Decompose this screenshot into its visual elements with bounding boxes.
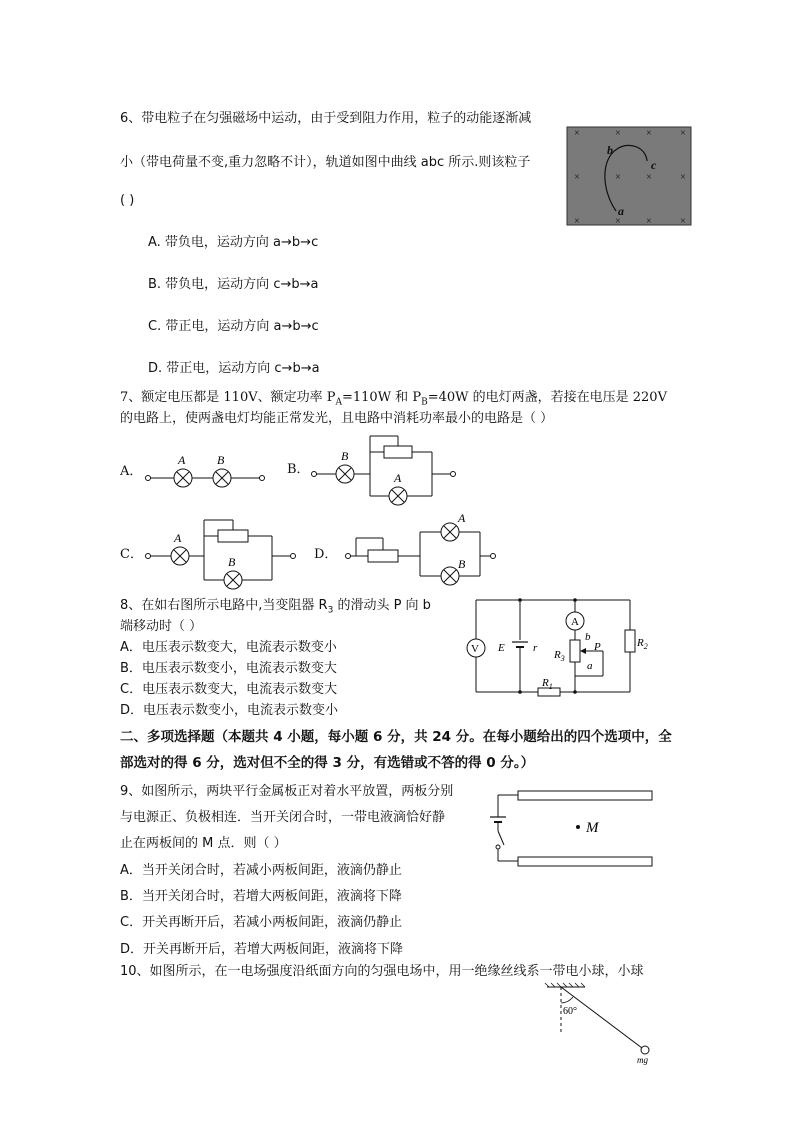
q6-stem-line1: 6、带电粒子在匀强磁场中运动，由于受到阻力作用，粒子的动能逐渐减 — [120, 111, 532, 126]
lamp-a-label: A — [178, 453, 186, 467]
field-mark: × — [574, 216, 580, 227]
q6-option-c: C. 带正电，运动方向 a→b→c — [148, 319, 319, 334]
q8-circuit-figure — [458, 596, 658, 698]
section2-heading-line1: 二、多项选择题（本题共 4 小题，每小题 6 分，共 24 分。在每小题给出的四个选项中，全 — [120, 729, 672, 745]
field-mark: × — [615, 172, 621, 183]
svg-text:a: a — [587, 660, 593, 672]
q9-capacitor-figure — [488, 785, 658, 875]
q7-option-d-label: D． — [314, 547, 338, 562]
q9-option-a: A．当开关闭合时，若减小两板间距，液滴仍静止 — [120, 863, 402, 878]
q6-answer-blank: ( ) — [120, 193, 135, 208]
svg-text:R3: $R_3$ — [554, 649, 565, 663]
q9-stem-line2: 与电源正、负极相连．当开关闭合时，一带电液滴恰好静 — [120, 810, 446, 825]
field-mark: × — [646, 172, 652, 183]
lamp-b-label: B — [217, 453, 225, 467]
q7-circuit-b — [308, 440, 458, 500]
q6-option-b: B. 带负电，运动方向 c→b→a — [148, 277, 319, 292]
q8-stem-line1: 8、在如右图所示电路中,当变阻器 $R_3$ 的滑动头 P 向 b — [120, 598, 431, 616]
field-mark: × — [680, 216, 686, 227]
q8-option-b: B．电压表示数变小，电流表示数变大 — [120, 661, 337, 676]
label-a: a — [618, 204, 624, 218]
q8-option-a: A．电压表示数变大，电流表示数变小 — [120, 640, 337, 655]
svg-text:E: E — [498, 642, 505, 654]
field-mark: × — [574, 128, 580, 139]
field-mark: × — [680, 128, 686, 139]
q7-circuit-a — [140, 450, 270, 490]
q8-option-c: C．电压表示数变大，电流表示数变大 — [120, 682, 338, 697]
q9-stem-line1: 9、如图所示，两块平行金属板正对着水平放置，两板分别 — [120, 784, 454, 799]
svg-text:R2: $R_2$ — [637, 637, 648, 651]
voltmeter-label: V — [471, 643, 479, 655]
svg-text:A: A — [174, 531, 182, 545]
field-mark: × — [615, 216, 621, 227]
svg-text:B: B — [228, 555, 236, 569]
q6-magnetic-field-figure — [567, 127, 691, 225]
svg-text:R1: $R_1$ — [542, 677, 553, 691]
q6-option-d: D. 带正电，运动方向 c→b→a — [148, 361, 320, 376]
point-m-label: M — [586, 820, 599, 836]
q8-option-d: D．电压表示数变小，电流表示数变小 — [120, 703, 339, 718]
q9-stem-line3: 止在两板间的 M 点．则（ ） — [120, 836, 287, 851]
svg-text:B: B — [341, 449, 349, 463]
q9-option-d: D．开关再断开后，若增大两板间距，液滴将下降 — [120, 942, 404, 957]
q7-option-b-label: B． — [287, 462, 310, 477]
weight-label: mg — [637, 1055, 648, 1065]
label-c: c — [651, 158, 657, 172]
angle-label: 60° — [563, 1006, 577, 1017]
svg-text:A: A — [458, 511, 466, 525]
q6-stem-line2: 小（带电荷量不变,重力忽略不计），轨道如图中曲线 abc 所示.则该粒子 — [120, 155, 531, 170]
q10-stem-line1: 10、如图所示，在一电场强度沿纸面方向的匀强电场中，用一绝缘丝线系一带电小球，小球 — [120, 964, 644, 979]
q9-option-c: C．开关再断开后，若减小两板间距，液滴仍静止 — [120, 915, 403, 930]
q7-stem-line2: 的电路上，使两盏电灯均能正常发光，且电路中消耗功率最小的电路是（ ） — [120, 411, 554, 426]
svg-text:b: b — [585, 631, 591, 643]
svg-text:P: P — [594, 641, 601, 653]
q7-stem-line1: 7、额定电压都是 110V、额定功率 $P_A=110W$ 和 $P_B=40W$ 的电灯两盏，若接在电压是 220V — [120, 390, 667, 408]
q7-circuit-d — [340, 512, 500, 592]
q7-circuit-c — [140, 518, 300, 590]
q7-option-c-label: C． — [120, 547, 143, 562]
svg-text:B: B — [458, 557, 466, 571]
field-mark: × — [646, 216, 652, 227]
field-mark: × — [574, 172, 580, 183]
label-b: b — [607, 143, 613, 157]
section2-heading-line2: 部选对的得 6 分，选对但不全的得 3 分，有选错或不答的得 0 分。） — [120, 755, 535, 771]
q8-stem-line2: 端移动时（ ） — [120, 619, 203, 634]
field-mark: × — [646, 128, 652, 139]
q10-pendulum-figure — [545, 983, 665, 1065]
svg-text:r: r — [533, 642, 538, 654]
field-mark: × — [680, 172, 686, 183]
ammeter-label: A — [571, 616, 579, 628]
q9-option-b: B．当开关闭合时，若增大两板间距，液滴将下降 — [120, 889, 402, 904]
q7-option-a-label: A． — [120, 464, 143, 479]
q6-option-a: A. 带负电，运动方向 a→b→c — [148, 235, 319, 250]
svg-text:A: A — [394, 471, 402, 485]
field-mark: × — [615, 128, 621, 139]
